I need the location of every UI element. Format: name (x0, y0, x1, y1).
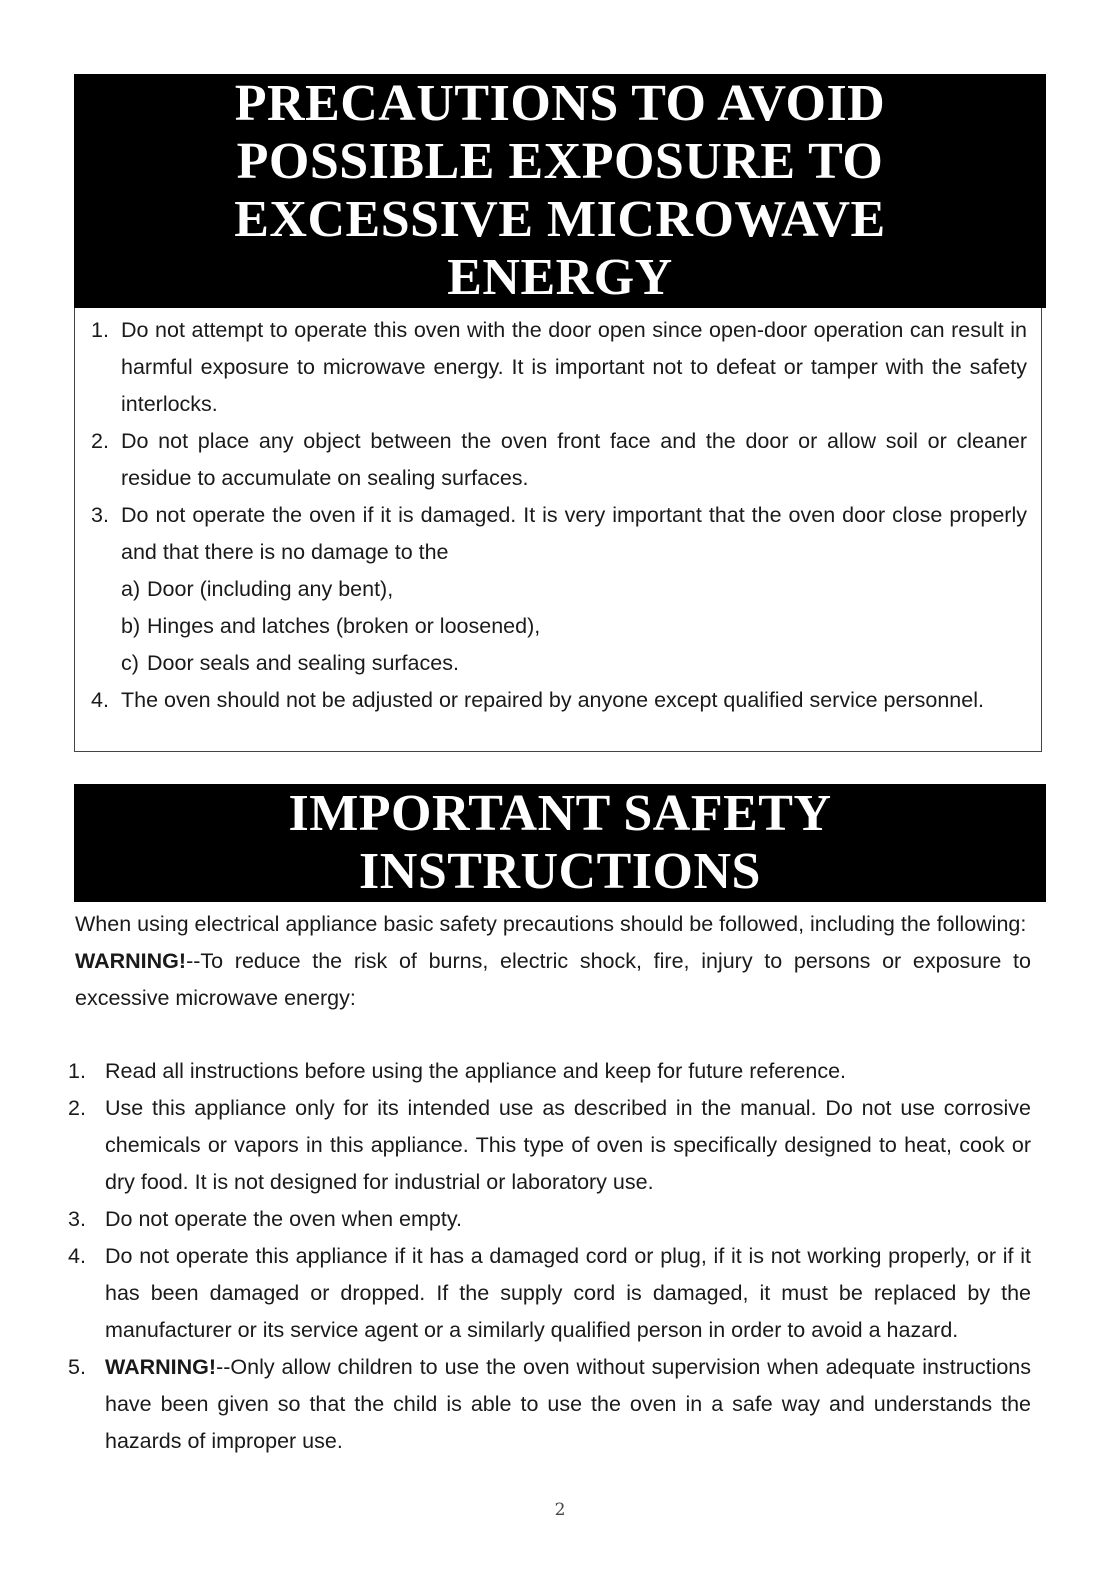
item-text: Do not attempt to operate this oven with the door open since open-door operation can result in harmful exposure to microwave energy. It is important not to defeat or tamper with the safety interlocks. (121, 318, 1027, 416)
item-number: 4. (91, 688, 109, 712)
precautions-banner (74, 74, 1046, 308)
sub-item-letter: a) (121, 577, 141, 601)
banner-title-line: PRECAUTIONS TO AVOID (234, 75, 886, 132)
sub-item-letter: c) (121, 651, 139, 675)
intro-paragraph: When using electrical appliance basic safety precautions should be followed, including the following: (75, 912, 1027, 936)
banner-title-line: ENERGY (447, 249, 673, 306)
list-item (68, 1053, 1031, 1090)
item-number: 4. (68, 1244, 86, 1268)
list-item (68, 1201, 1031, 1238)
sub-item-text: Door seals and sealing surfaces. (147, 651, 459, 675)
list-item (68, 1238, 1031, 1349)
item-number: 3. (68, 1207, 86, 1231)
item-text: The oven should not be adjusted or repaired by anyone except qualified service personnel. (121, 688, 984, 712)
list-item (87, 682, 1027, 719)
list-item (68, 1090, 1031, 1201)
banner-title-line: EXCESSIVE MICROWAVE (234, 191, 886, 248)
item-text: Do not place any object between the oven front face and the door or allow soil or cleaner residue to accumulate on sealing surfaces. (121, 429, 1027, 490)
sub-list-item (121, 608, 1027, 645)
list-item (87, 497, 1027, 682)
banner-title-line: INSTRUCTIONS (359, 843, 761, 900)
list-item (87, 423, 1027, 497)
sub-list-item (121, 645, 1027, 682)
sub-item-text: Door (including any bent), (147, 577, 394, 601)
item-text: --Only allow children to use the oven without supervision when adequate instructions have been given so that the child is able to use the oven in a safe way and understands the hazards of improper use. (105, 1355, 1031, 1453)
safety-instructions-banner (74, 784, 1046, 902)
item-number: 2. (68, 1096, 86, 1120)
warning-text: --To reduce the risk of burns, electric shock, fire, injury to persons or exposure to excessive microwave energy: (75, 949, 1031, 1010)
sub-item-text: Hinges and latches (broken or loosened), (147, 614, 541, 638)
banner-title-line: IMPORTANT SAFETY (288, 785, 832, 842)
item-text: Do not operate the oven if it is damaged. It is very important that the oven door close properly and that there is no damage to the (121, 503, 1027, 564)
sub-item-letter: b) (121, 614, 141, 638)
item-text: Do not operate this appliance if it has a damaged cord or plug, if it is not working properly, or if it has been damaged or dropped. If the supply cord is damaged, it must be replaced by the manufacturer or its service agent or a similarly qualified person in order to avoid a hazard. (105, 1244, 1031, 1342)
safety-list (68, 1053, 1031, 1460)
sub-list (121, 571, 1027, 682)
banner-title-line: POSSIBLE EXPOSURE TO (236, 133, 884, 190)
safety-intro (75, 906, 1031, 1017)
item-number: 3. (91, 503, 109, 527)
item-number: 1. (68, 1059, 86, 1083)
item-text: Read all instructions before using the appliance and keep for future reference. (105, 1059, 847, 1083)
page-number: 2 (554, 1500, 566, 1520)
precautions-box (74, 308, 1042, 752)
warning-paragraph (75, 943, 1031, 1017)
list-item (87, 312, 1027, 423)
item-text: Do not operate the oven when empty. (105, 1207, 462, 1231)
precautions-list (87, 312, 1027, 719)
warning-label: WARNING! (105, 1355, 217, 1379)
list-item (68, 1349, 1031, 1460)
item-number: 2. (91, 429, 109, 453)
item-text: Use this appliance only for its intended use as described in the manual. Do not use corrosive chemicals or vapors in this appliance. This type of oven is specifically designed to heat, cook or dry food. It is not designed for industrial or laboratory use. (105, 1096, 1031, 1194)
item-number: 1. (91, 318, 109, 342)
item-number: 5. (68, 1355, 86, 1379)
warning-label: WARNING! (75, 949, 187, 973)
sub-list-item (121, 571, 1027, 608)
